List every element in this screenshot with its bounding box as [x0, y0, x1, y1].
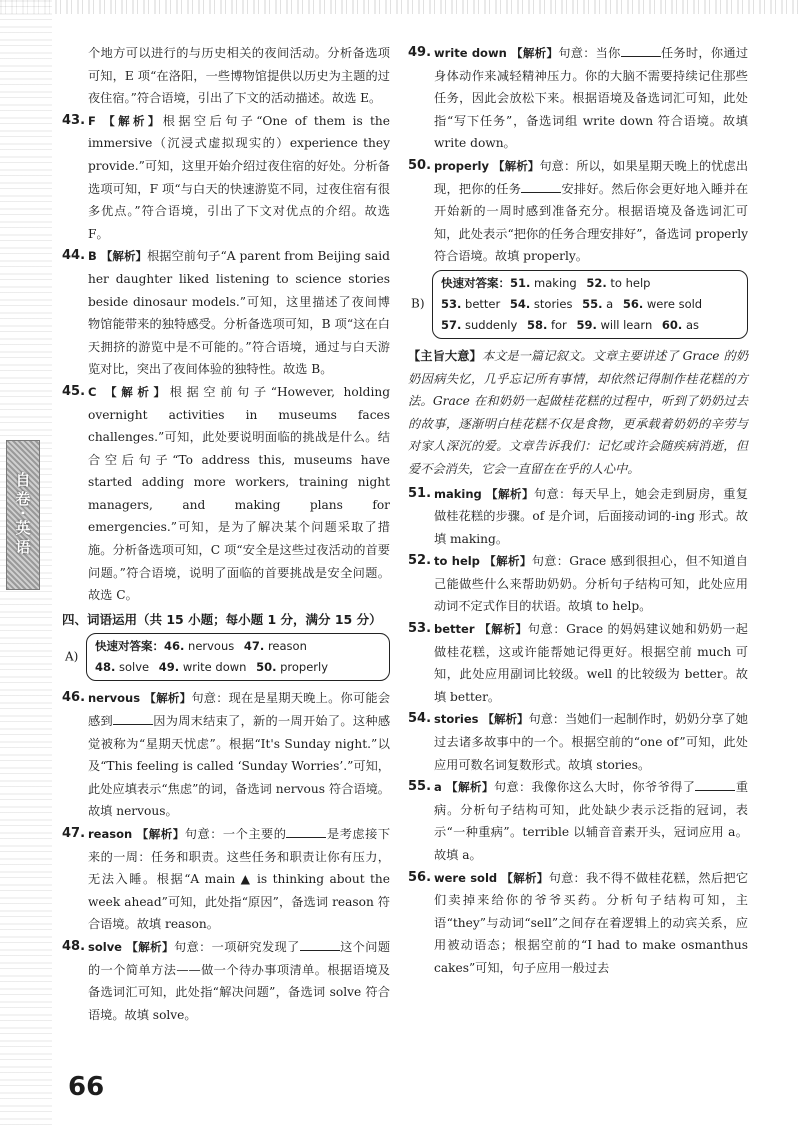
- quick-answer-num: 48.: [95, 660, 116, 675]
- quick-answer-word: nervous: [188, 639, 235, 654]
- question-number: 55.: [408, 779, 432, 795]
- answer-text: 根据空后句子“One of them is the immersive（沉浸式虚拟现实的）experience they provide.”可知，这里开始介绍过夜住宿的好处。分析备选项可知，F 项“与白天的快速游览不同，过夜住宿有很多优点。”符合语境，引出了下文对优点的介绍。故选 F。: [88, 113, 390, 241]
- answer-text: 句意：当她们一起制作时，奶奶分享了她过去诸多故事中的一个。根据空前的“one of”可知，此处应用可数名词复数形式。故填 stories。: [434, 712, 748, 772]
- answer-head: solve 【解析】: [88, 939, 174, 954]
- question-number: 49.: [408, 45, 432, 60]
- answer-blank: [286, 826, 326, 838]
- quick-answer-label: 快速对答案：: [95, 639, 164, 654]
- quick-answer-word: will learn: [600, 317, 653, 332]
- answer-text: 根据空前句子“A parent from Beijing said her daughter liked listening to science stories beside dinosaur models.”可知，这里描述了夜间博物馆能带来的独特感受。分析备选项可知，B 项“这在白天拥挤的游览中是不可能的。”符合语境，通过与白天游览对比，突出了夜间体验的独特性。故选 B。: [88, 249, 390, 377]
- answer-head: write down 【解析】: [434, 46, 559, 60]
- right-column: [408, 42, 748, 980]
- answer-42-continued: 个地方可以进行的与历史相关的夜间活动。分析备选项可知，E 项“在洛阳，一些博物馆提供以历史为主题的过夜住宿。”符合语境，引出了下文的活动描述。故选 E。: [88, 46, 390, 106]
- answer-head: B 【解析】: [88, 249, 148, 264]
- answer-56: [408, 867, 748, 980]
- quick-answer-row: [441, 294, 739, 315]
- left-column: [62, 42, 390, 1026]
- quick-answer-word: properly: [280, 660, 329, 675]
- answer-50: [408, 155, 748, 268]
- quick-answer-row: [95, 657, 381, 678]
- answer-text: 句意：每天早上，她会走到厨房，重复做桂花糕的步骤。of 是介词，后面接动词的-ing 形式。故填 making。: [434, 486, 749, 546]
- answer-48: [62, 936, 390, 1026]
- quick-answer-word: for: [550, 317, 567, 332]
- quick-answer-tag: A): [65, 649, 79, 664]
- quick-answer-num: 50.: [256, 660, 277, 675]
- quick-answer-word: a: [606, 296, 614, 311]
- quick-answer-label: 快速对答案：: [441, 275, 510, 290]
- quick-answer-num: 52.: [586, 275, 607, 290]
- answer-blank: [300, 939, 340, 951]
- question-number: 52.: [408, 553, 432, 569]
- answer-text: 句意：当你: [558, 46, 621, 60]
- quick-answer-num: 57.: [441, 317, 462, 332]
- quick-answer-word: better: [465, 296, 501, 311]
- question-number: 45.: [62, 383, 86, 399]
- answer-54: [408, 708, 748, 776]
- quick-answer-num: 53.: [441, 296, 462, 311]
- section-heading: 四、词语运用（共 15 小题；每小题 1 分，满分 15 分）: [62, 611, 382, 627]
- answer-text: 句意：所以，如果星期天晚上的忧虑出现，把你的任务: [434, 158, 749, 196]
- answer-text: 安排好。然后你会更好地入睡并在开始新的一周时感到准备充分。根据语境及备选词汇可知，此处表示“把你的任务合理安排好”，备选词 properly 符合语境。故填 properly。: [434, 181, 749, 264]
- quick-answer-tag: B): [411, 296, 425, 311]
- main-idea: [408, 345, 748, 481]
- quick-answer-word: write down: [182, 660, 247, 675]
- answer-51: [408, 483, 748, 551]
- quick-answer-word: as: [685, 317, 699, 332]
- quick-answer-box-b: [411, 270, 748, 339]
- main-idea-heading: 【主旨大意】: [408, 348, 482, 363]
- answer-text: 句意：我不得不做桂花糕，然后把它们卖掉来给你的爷爷买药。分析句子结构可知，主语“they”与动词“sell”之间存在着逻辑上的动宾关系，应用被动语态；根据空前的“I had to make osmanthus cakes”可知，句子应用一般过去: [434, 870, 749, 975]
- side-tab: [6, 440, 40, 590]
- answer-text: 是考虑接下来的一周：任务和职责。这些任务和职责让你有压力，无法入睡。根据“A main ▲ is thinking about the week ahead”可知，此处指“原因”，备选词 reason 符合语境。故填 reason。: [88, 827, 391, 932]
- page-number: 66: [68, 1072, 105, 1102]
- answer-text: 句意：一项研究发现了: [173, 939, 300, 954]
- scan-noise-top: [0, 0, 800, 14]
- answer-head: to help 【解析】: [434, 554, 532, 569]
- question-number: 54.: [408, 711, 432, 727]
- quick-answer-num: 49.: [158, 660, 180, 675]
- answer-head: a 【解析】: [434, 780, 494, 795]
- answer-blank: [113, 713, 153, 725]
- question-number: 44.: [62, 248, 86, 264]
- answer-head: nervous 【解析】: [88, 691, 192, 706]
- quick-answer-word: solve: [119, 660, 150, 675]
- quick-answer-num: 58.: [526, 317, 548, 332]
- question-number: 53.: [408, 621, 432, 637]
- answer-text: 因为周末结束了，新的一周开始了。这种感觉被称为“星期天忧虑”。根据“It's Sunday night.”以及“This feeling is called ‘Sunday Worries’.”可知，此处应填表示“焦虑”的词，备选词 nervous 符合语境。故填 nervous。: [88, 714, 391, 819]
- answer-44: [62, 245, 390, 381]
- quick-answer-num: 54.: [509, 296, 531, 311]
- answer-55: [408, 776, 748, 866]
- answer-text: 句意：一个主要的: [184, 827, 287, 841]
- answer-head: C 【解析】: [88, 384, 170, 399]
- answer-text: 句意：现在是星期天晚上。你可能会感到: [88, 691, 391, 729]
- side-tab-label: 自卷·英语: [13, 472, 32, 558]
- answer-blank: [621, 45, 661, 57]
- quick-answer-word: reason: [267, 639, 307, 654]
- question-number: 43.: [62, 112, 86, 128]
- quick-answer-word: suddenly: [465, 317, 518, 332]
- answer-43: [62, 110, 390, 246]
- answer-text: 根据空前句子“However, holding overnight activities in museums faces challenges.”可知，此处要说明面临的挑战是什么。结合空后句子“To address this, museums have started adding more workers, training night managers, and making plans for emergencies.”可知，是为了解决某个问题采取了措施。分析备选项可知，C 项“安全是这些过夜活动的首要问题。”符合语境，说明了面临的首要挑战是安全问题。故选 C。: [88, 384, 390, 603]
- answer-text: 这个问题的一个简单方法——做一个待办事项清单。根据语境及备选词汇可知，此处指“解决问题”，备选词 solve 符合语境。故填 solve。: [88, 939, 391, 1022]
- main-idea-text: 本文是一篇记叙文。文章主要讲述了 Grace 的奶奶因病失忆，几乎忘记所有事情，却依然记得制作桂花糕的方法。Grace 在和奶奶一起做桂花糕的过程中，听到了奶奶过去的故事，逐渐明白桂花糕不仅是食物，更承载着奶奶的辛劳与对家人深沉的爱。文章告诉我们：记忆或许会随疾病消逝，但爱不会消失，它会一直留在在乎的人心中。: [408, 348, 749, 476]
- quick-answer-row: [441, 315, 739, 336]
- answer-46: [62, 687, 390, 823]
- question-number: 51.: [408, 485, 432, 501]
- answer-47: [62, 823, 390, 936]
- quick-answer-num: 60.: [661, 317, 683, 332]
- question-number: 50.: [408, 157, 432, 173]
- quick-answer-word: to help: [610, 275, 651, 290]
- answer-53: [408, 618, 748, 708]
- quick-answer-word: were sold: [646, 296, 703, 311]
- quick-answer-num: 56.: [622, 296, 644, 311]
- quick-answer-num: 46.: [164, 639, 185, 654]
- question-number: 46.: [62, 690, 86, 706]
- answer-blank: [695, 779, 735, 791]
- quick-answer-num: 51.: [510, 275, 531, 290]
- answer-head: stories 【解析】: [434, 712, 529, 727]
- answer-head: properly 【解析】: [434, 158, 540, 173]
- answer-45: [62, 381, 390, 607]
- quick-answer-row: [95, 636, 381, 657]
- quick-answer-row: [441, 273, 739, 294]
- quick-answer-word: making: [534, 275, 577, 290]
- answer-49: [408, 42, 748, 155]
- answer-text: 任务时，你通过身体动作来减轻精神压力。你的大脑不需要持续记住那些任务，因此会放松下来。根据语境及备选词汇可知，此处指“写下任务”，备选词组 write down 符合语境。故填 write down。: [434, 46, 749, 151]
- quick-answer-num: 55.: [582, 296, 603, 311]
- quick-answer-num: 47.: [243, 639, 265, 654]
- answer-text: 重病。分析句子结构可知，此处缺少表示泛指的冠词，表示“一种重病”。terrible 以辅音音素开头，冠词应用 a。故填 a。: [434, 780, 749, 862]
- question-number: 56.: [408, 869, 432, 885]
- answer-text: 句意：我像你这么大时，你爷爷得了: [493, 780, 696, 795]
- answer-head: F 【解析】: [88, 113, 163, 128]
- quick-answer-box-a: [65, 633, 390, 681]
- answer-head: making 【解析】: [434, 486, 534, 501]
- answer-text: 句意：Grace 的妈妈建议她和奶奶一起做桂花糕，这或许能帮她记得更好。根据空前 much 可知，此处应用副词比较级。well 的比较级为 better。故填 better。: [434, 622, 748, 704]
- answer-head: reason 【解析】: [88, 827, 185, 841]
- question-number: 48.: [62, 938, 86, 954]
- quick-answer-num: 59.: [576, 317, 597, 332]
- answer-head: were sold 【解析】: [434, 870, 549, 885]
- answer-head: better 【解析】: [434, 622, 528, 637]
- question-number: 47.: [62, 826, 86, 841]
- answer-blank: [521, 181, 561, 193]
- quick-answer-word: stories: [533, 296, 573, 311]
- answer-52: [408, 550, 748, 618]
- answer-text: 句意：Grace 感到很担心，但不知道自己能做些什么来帮助奶奶。分析句子结构可知，此处应用动词不定式作目的状语。故填 to help。: [434, 554, 748, 614]
